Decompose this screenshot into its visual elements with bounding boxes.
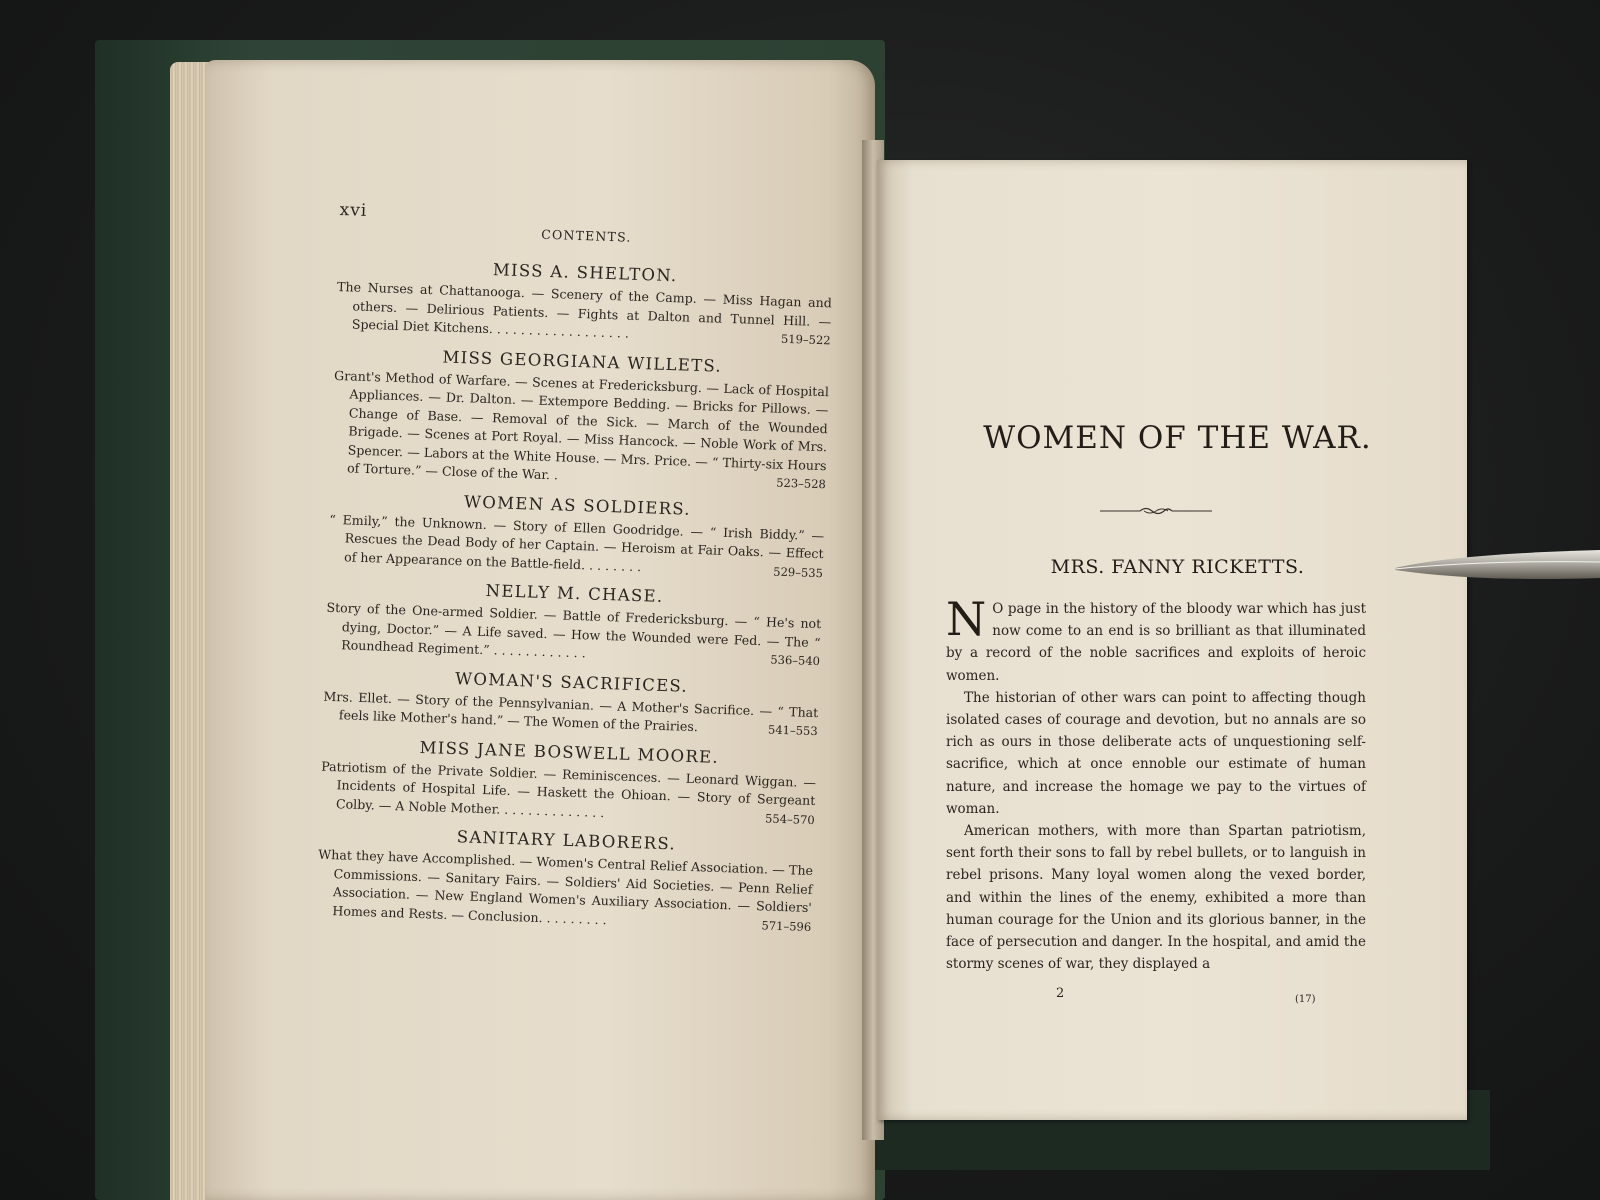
entry-pages: 541–553 — [767, 722, 818, 739]
chapter-title: MRS. FANNY RICKETTS. — [1050, 556, 1305, 578]
contents-entry — [328, 487, 825, 582]
entry-text: The Nurses at Chattanooga. — Scenery of the Camp. — Miss Hagan and others. — Delirious Patients. — Fights at Dalton and Tunnel Hill. — Special Diet Kitchens. . . . . . . . . . . . . . . . . . 519–522 — [336, 278, 833, 350]
entry-pages: 529–535 — [773, 564, 824, 580]
entry-pages: 523–528 — [775, 475, 827, 492]
entry-pages: 571–596 — [761, 917, 812, 934]
entry-heading: MISS A. SHELTON. — [492, 260, 678, 286]
paragraph: N O page in the history of the bloody war which has just now come to an end is so brilliant as that illuminated by a record of the noble sacrifices and exploits of heroic women. — [946, 592, 1366, 684]
entry-heading: SANITARY LABORERS. — [456, 827, 677, 854]
body-text — [946, 592, 1366, 975]
drop-cap: N — [946, 592, 987, 646]
entry-text: What they have Accomplished. — Women's Central Relief Association. — The Commissions. — Sanitary Fairs. — Soldiers' Aid Societies. — Penn Relief Association. — New England Women's Auxiliary Association. — Soldiers' Homes and Rests. — Conclusion. . . . . . . . . 571–596 — [316, 846, 813, 936]
page-number: (17) — [1295, 994, 1316, 1005]
entry-text: Story of the One-armed Soldier. — Battle of Fredericksburg. — “ He's not dying, Doctor.” — A Life saved. — How the Wounded were Fed. — The “ Roundhead Regiment.” . . . . . . . . . . . . 536–540 — [325, 599, 822, 671]
entry-heading: WOMEN AS SOLDIERS. — [463, 491, 692, 519]
signature-mark: 2 — [1056, 986, 1065, 1001]
entry-pages: 554–570 — [764, 810, 815, 827]
entry-text: “ Emily,” the Unknown. — Story of Ellen Goodridge. — “ Irish Biddy.” — Rescues the Dead Body of her Captain. — Heroism at Fair Oaks. — Effect of her Appearance on the Battle-field. . . . . . . . 529–535 — [328, 510, 825, 582]
entry-heading: MISS GEORGIANA WILLETS. — [442, 346, 723, 376]
entry-heading: WOMAN'S SACRIFICES. — [454, 668, 689, 696]
letter-opener-icon — [1395, 548, 1600, 596]
paragraph: The historian of other wars can point to affecting though isolated cases of courage and devotion, but no annals are so rich as ours in those deliberate acts of unquestioning self-sacrifice, which at once ennoble our estimate of human nature, and increase the homage we pay to the virtues of woman. — [946, 689, 1366, 817]
entry-text: Patriotism of the Private Soldier. — Reminiscences. — Leonard Wiggan. — Incidents of Hospital Life. — Haskett the Ohioan. — Story of Sergeant Colby. — A Noble Mother. . . . . . . . . . . . . . 554–570 — [320, 757, 817, 829]
contents-entry — [316, 823, 814, 936]
ornament-divider-icon — [1100, 506, 1212, 516]
paragraph: American mothers, with more than Spartan patriotism, sent forth their sons to fall by rebel bullets, or to languish in rebel prisons. Many loyal women along the vexed border, and within the lines of the enemy, exhibited a more than human courage for the Union and its glorious banner, in the face of persecution and danger. In the hospital, and amid the stormy scenes of war, they displayed a — [946, 823, 1366, 973]
entry-pages: 536–540 — [770, 652, 821, 669]
folio: xvi — [339, 200, 368, 221]
entry-heading: MISS JANE BOSWELL MOORE. — [419, 737, 720, 767]
entry-text: Grant's Method of Warfare. — Scenes at Fredericksburg. — Lack of Hospital Appliances. — Dr. Dalton. — Extempore Bedding. — Bricks for Pillows. — Change of Base. — Removal of the Sick. — March of the Wounded Brigade. — Scenes at Port Royal. — Miss Hancock. — Noble Work of Mrs. Spencer. — Labors at the White House. — Mrs. Price. — “ Thirty-six Hours of Torture.” — Close of the War. . 523–528 — [331, 366, 829, 493]
entry-heading: NELLY M. CHASE. — [485, 581, 664, 606]
contents-entry — [323, 664, 820, 740]
contents-entry — [331, 343, 830, 493]
running-head: CONTENTS. — [541, 226, 632, 245]
entry-text: Mrs. Ellet. — Story of the Pennsylvanian. — A Mother's Sacrifice. — “ That feels like Mother's hand.” — The Women of the Prairies. 541–553 — [323, 687, 819, 740]
contents-entry — [325, 576, 822, 671]
contents-block — [316, 200, 835, 946]
entry-pages: 519–522 — [780, 331, 831, 348]
contents-entry — [320, 734, 817, 829]
book-title: WOMEN OF THE WAR. — [983, 420, 1372, 456]
contents-entry — [336, 255, 833, 350]
